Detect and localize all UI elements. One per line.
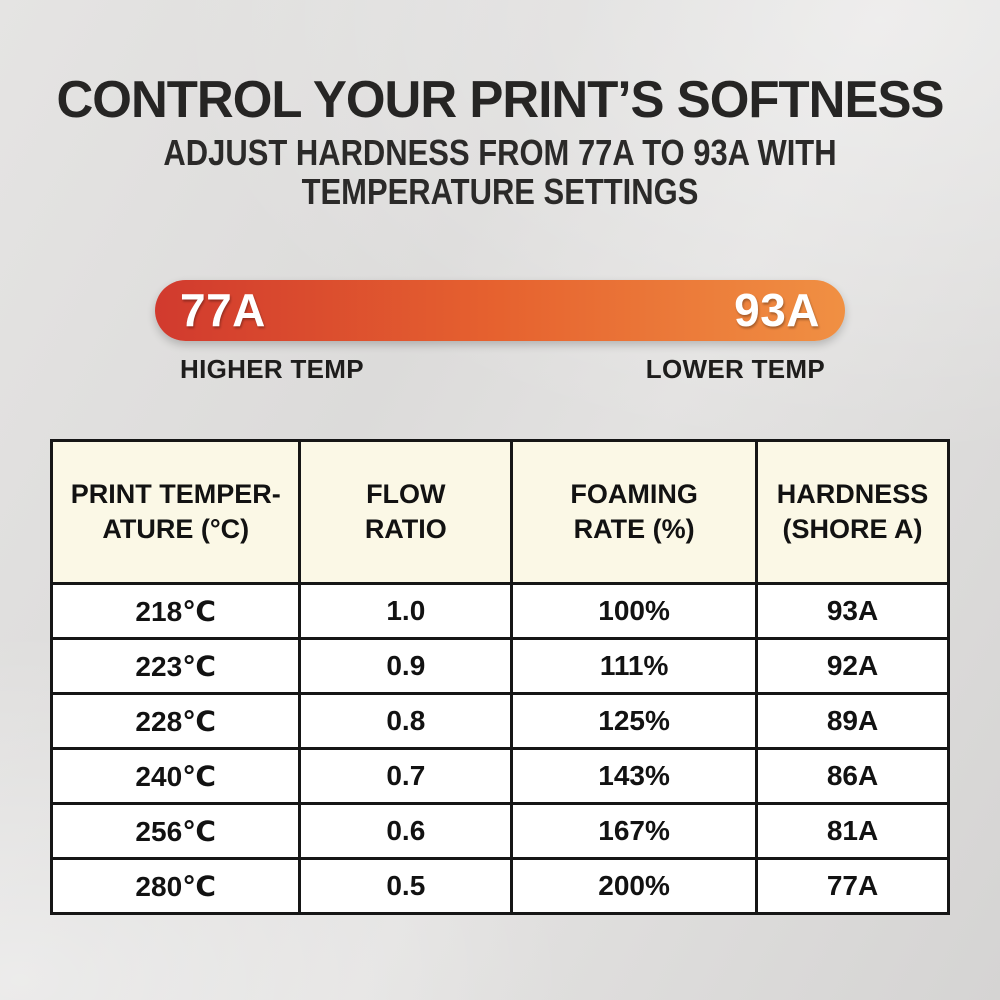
header-cell-foaming-rate xyxy=(512,441,757,584)
cell-hardness: 89A xyxy=(757,694,949,749)
temperature-settings-table xyxy=(50,439,950,915)
hardness-gradient-bar xyxy=(155,280,845,341)
bar-right-value: 93A xyxy=(734,284,820,336)
cell-hardness: 86A xyxy=(757,749,949,804)
cell-foaming-rate: 200% xyxy=(512,859,757,914)
header-line: RATIO xyxy=(364,514,447,544)
cell-foaming-rate: 125% xyxy=(512,694,757,749)
bar-captions xyxy=(155,354,845,385)
table-row xyxy=(52,639,949,694)
header-line: FOAMING xyxy=(570,479,698,509)
cell-flow-ratio: 1.0 xyxy=(300,584,512,639)
table-row xyxy=(52,694,949,749)
header-cell-flow-ratio xyxy=(300,441,512,584)
lower-temp-label: LOWER TEMP xyxy=(645,354,825,384)
header-line: (SHORE A) xyxy=(782,514,923,544)
cell-hardness: 93A xyxy=(757,584,949,639)
page-subtitle xyxy=(70,133,930,211)
cell-flow-ratio: 0.9 xyxy=(300,639,512,694)
cell-foaming-rate: 111% xyxy=(512,639,757,694)
cell-hardness: 81A xyxy=(757,804,949,859)
header-line: ATURE (°C) xyxy=(102,514,250,544)
bar-left-value: 77A xyxy=(180,284,266,336)
page-title: CONTROL YOUR PRINT’S SOFTNESS xyxy=(56,71,944,129)
cell-temperature: 223℃ xyxy=(52,639,300,694)
cell-hardness: 77A xyxy=(757,859,949,914)
header-line: PRINT TEMPER- xyxy=(70,479,281,509)
cell-temperature: 256℃ xyxy=(52,804,300,859)
cell-hardness: 92A xyxy=(757,639,949,694)
cell-foaming-rate: 167% xyxy=(512,804,757,859)
cell-temperature: 218℃ xyxy=(52,584,300,639)
cell-flow-ratio: 0.7 xyxy=(300,749,512,804)
table-row xyxy=(52,749,949,804)
subtitle-line-2: TEMPERATURE SETTINGS xyxy=(301,171,699,212)
table-header-row xyxy=(52,441,949,584)
header-cell-hardness xyxy=(757,441,949,584)
cell-flow-ratio: 0.8 xyxy=(300,694,512,749)
cell-flow-ratio: 0.6 xyxy=(300,804,512,859)
cell-flow-ratio: 0.5 xyxy=(300,859,512,914)
header-line: RATE (%) xyxy=(573,514,695,544)
header-line: FLOW xyxy=(366,479,446,509)
cell-foaming-rate: 100% xyxy=(512,584,757,639)
header-line: HARDNESS xyxy=(776,479,929,509)
header-cell-print-temperature xyxy=(52,441,300,584)
table-row xyxy=(52,584,949,639)
cell-temperature: 240℃ xyxy=(52,749,300,804)
cell-temperature: 228℃ xyxy=(52,694,300,749)
table-row xyxy=(52,859,949,914)
subtitle-line-1: ADJUST HARDNESS FROM 77A TO 93A WITH xyxy=(163,132,837,173)
table-row xyxy=(52,804,949,859)
cell-foaming-rate: 143% xyxy=(512,749,757,804)
cell-temperature: 280℃ xyxy=(52,859,300,914)
higher-temp-label: HIGHER TEMP xyxy=(180,354,364,384)
